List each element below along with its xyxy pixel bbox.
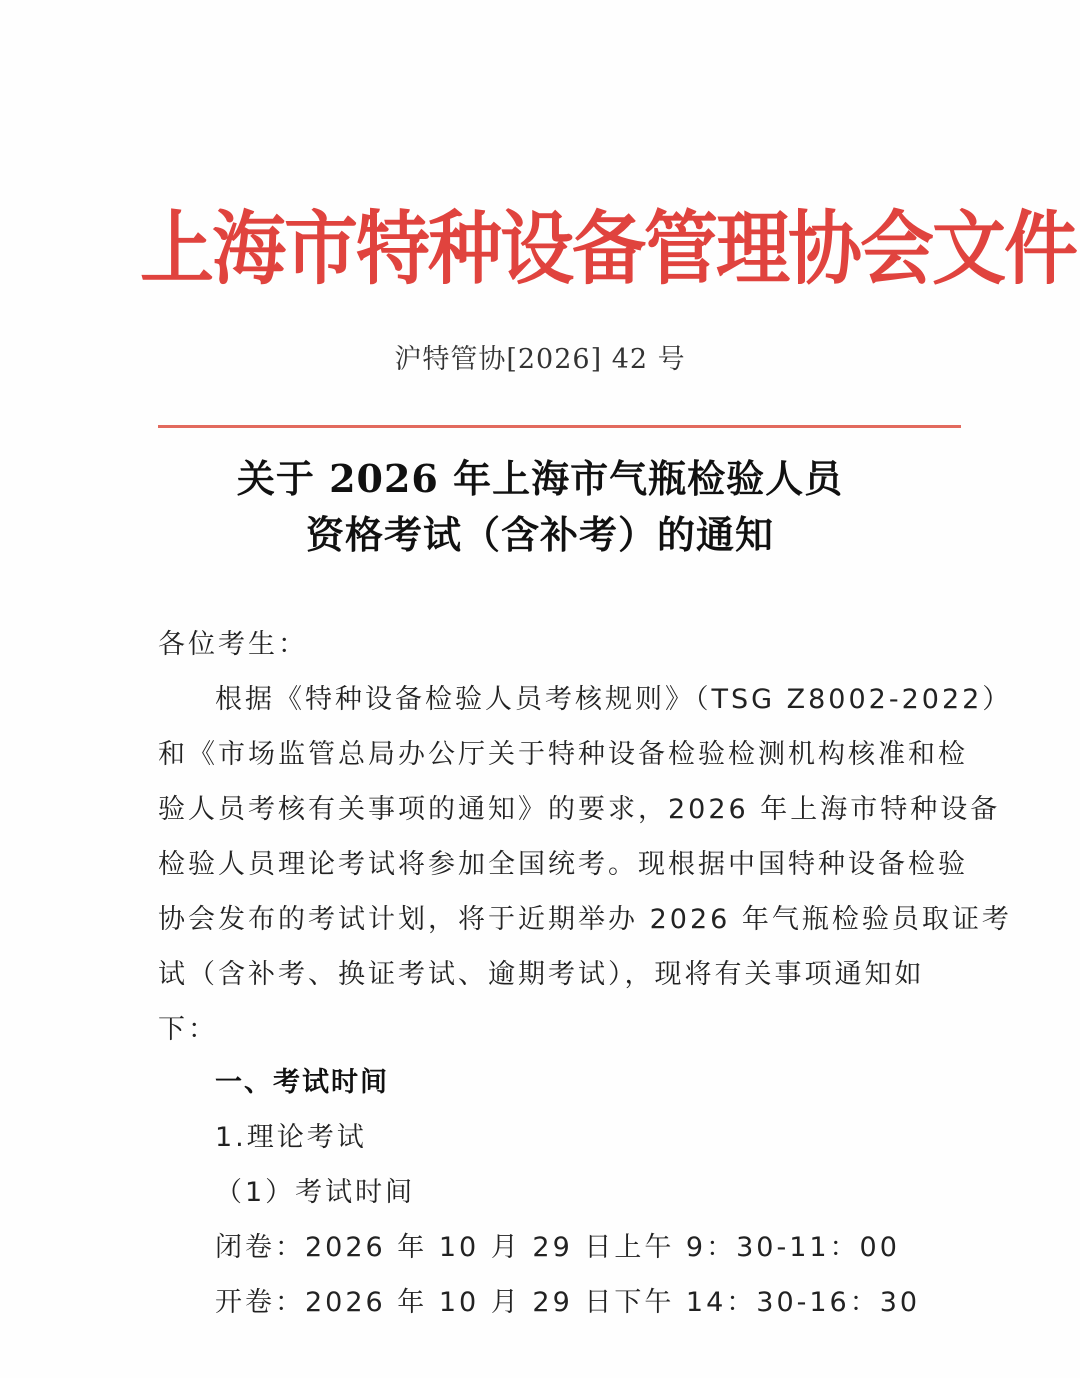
- paragraph-line: 和《市场监管总局办公厅关于特种设备检验检测机构核准和检: [158, 739, 968, 770]
- org-header-title: 上海市特种设备管理协会文件: [140, 203, 1076, 296]
- open-book-schedule: 开卷：2026 年 10 月 29 日下午 14：30-16：30: [215, 1287, 921, 1318]
- paragraph-line: 试（含补考、换证考试、逾期考试），现将有关事项通知如: [158, 959, 925, 990]
- section-heading-exam-time: 一、考试时间: [215, 1067, 389, 1098]
- salutation: 各位考生：: [158, 629, 308, 660]
- paragraph-line: 验人员考核有关事项的通知》的要求，2026 年上海市特种设备: [158, 794, 1001, 825]
- notice-title-line-1: 关于 2026 年上海市气瓶检验人员: [236, 456, 844, 501]
- paragraph-line: 根据《特种设备检验人员考核规则》（TSG Z8002-2022）: [215, 684, 1013, 715]
- paragraph-line: 协会发布的考试计划，将于近期举办 2026 年气瓶检验员取证考: [158, 904, 1012, 935]
- paragraph-line: 下：: [158, 1014, 218, 1045]
- document-number: 沪特管协[2026] 42 号: [394, 344, 686, 375]
- notice-title-line-2: 资格考试（含补考）的通知: [305, 512, 774, 557]
- subheading-theory-exam: 1.理论考试: [215, 1122, 367, 1153]
- red-divider-rule: [158, 425, 961, 428]
- paragraph-line: 检验人员理论考试将参加全国统考。现根据中国特种设备检验: [158, 849, 968, 880]
- closed-book-schedule: 闭卷：2026 年 10 月 29 日上午 9：30-11：00: [215, 1232, 900, 1263]
- item-exam-time: （1）考试时间: [215, 1177, 416, 1208]
